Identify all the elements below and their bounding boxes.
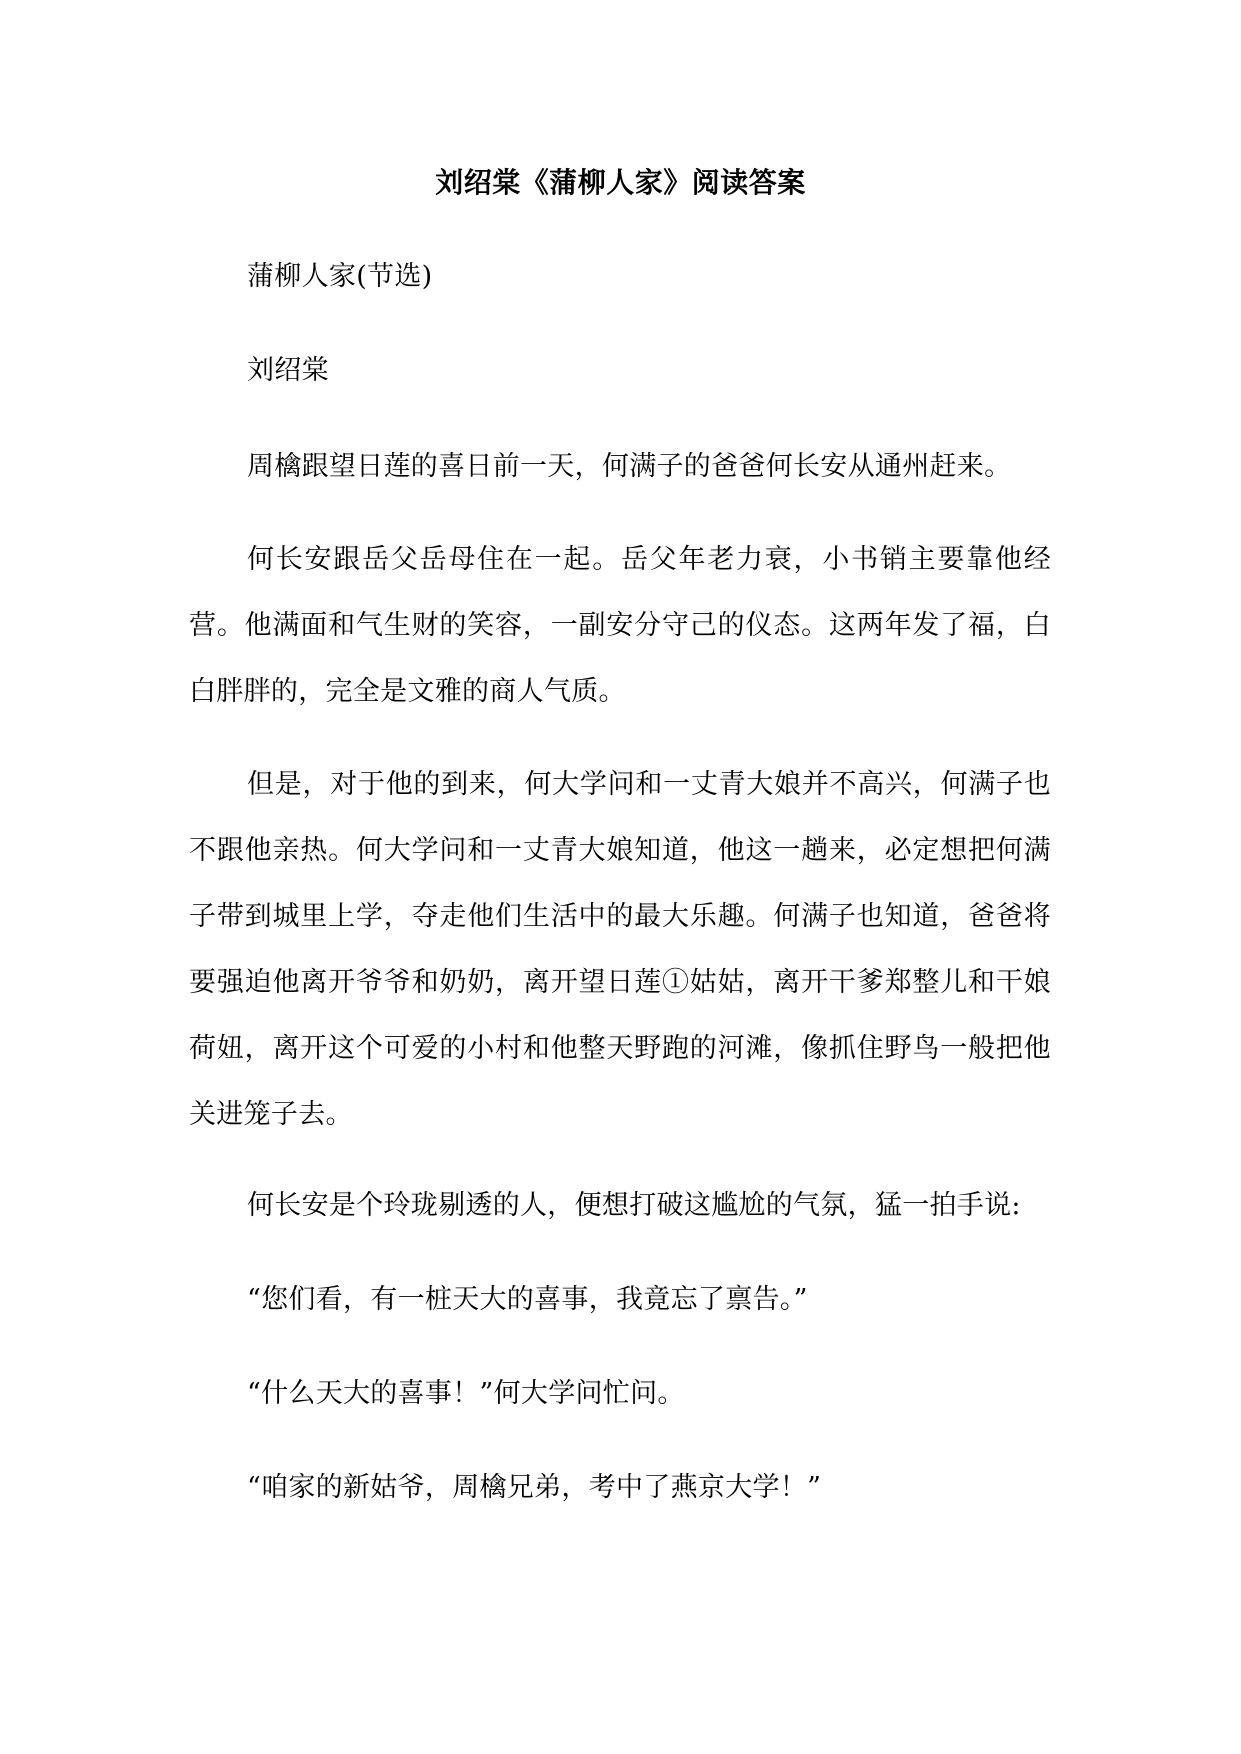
paragraph-4: 何长安是个玲珑剔透的人，便想打破这尴尬的气氛，猛一拍手说: <box>247 1190 1021 1221</box>
document-title: 刘绍棠《蒲柳人家》阅读答案 <box>435 166 806 199</box>
paragraph-1: 周檎跟望日莲的喜日前一天，何满子的爸爸何长安从通州赶来。 <box>247 451 1012 482</box>
paragraph-5: “您们看，有一桩天大的喜事，我竟忘了禀告。” <box>247 1284 808 1315</box>
paragraph-6: “什么天大的喜事！”何大学问忙问。 <box>247 1378 685 1409</box>
paragraph-2: 何长安跟岳父岳母住在一起。岳父年老力衰，小书销主要靠他经营。他满面和气生财的笑容，一副安分守己的仪态。这两年发了福，白白胖胖的，完全是文雅的商人气质。 <box>189 544 1051 707</box>
document-subtitle: 蒲柳人家(节选) <box>247 261 433 292</box>
paragraph-7: “咱家的新姑爷，周檎兄弟，考中了燕京大学！” <box>247 1472 822 1503</box>
paragraph-3: 但是，对于他的到来，何大学问和一丈青大娘并不高兴，何满子也不跟他亲热。何大学问和一丈青大娘知道，他这一趟来，必定想把何满子带到城里上学，夺走他们生活中的最大乐趣。何满子也知道，爸爸将要强迫他离开爷爷和奶奶，离开望日莲①姑姑，离开干爹郑整儿和干娘荷妞，离开这个可爱的小村和他整天野跑的河滩，像抓住野鸟一般把他关进笼子去。 <box>189 769 1051 1130</box>
document-author: 刘绍棠 <box>247 355 329 386</box>
